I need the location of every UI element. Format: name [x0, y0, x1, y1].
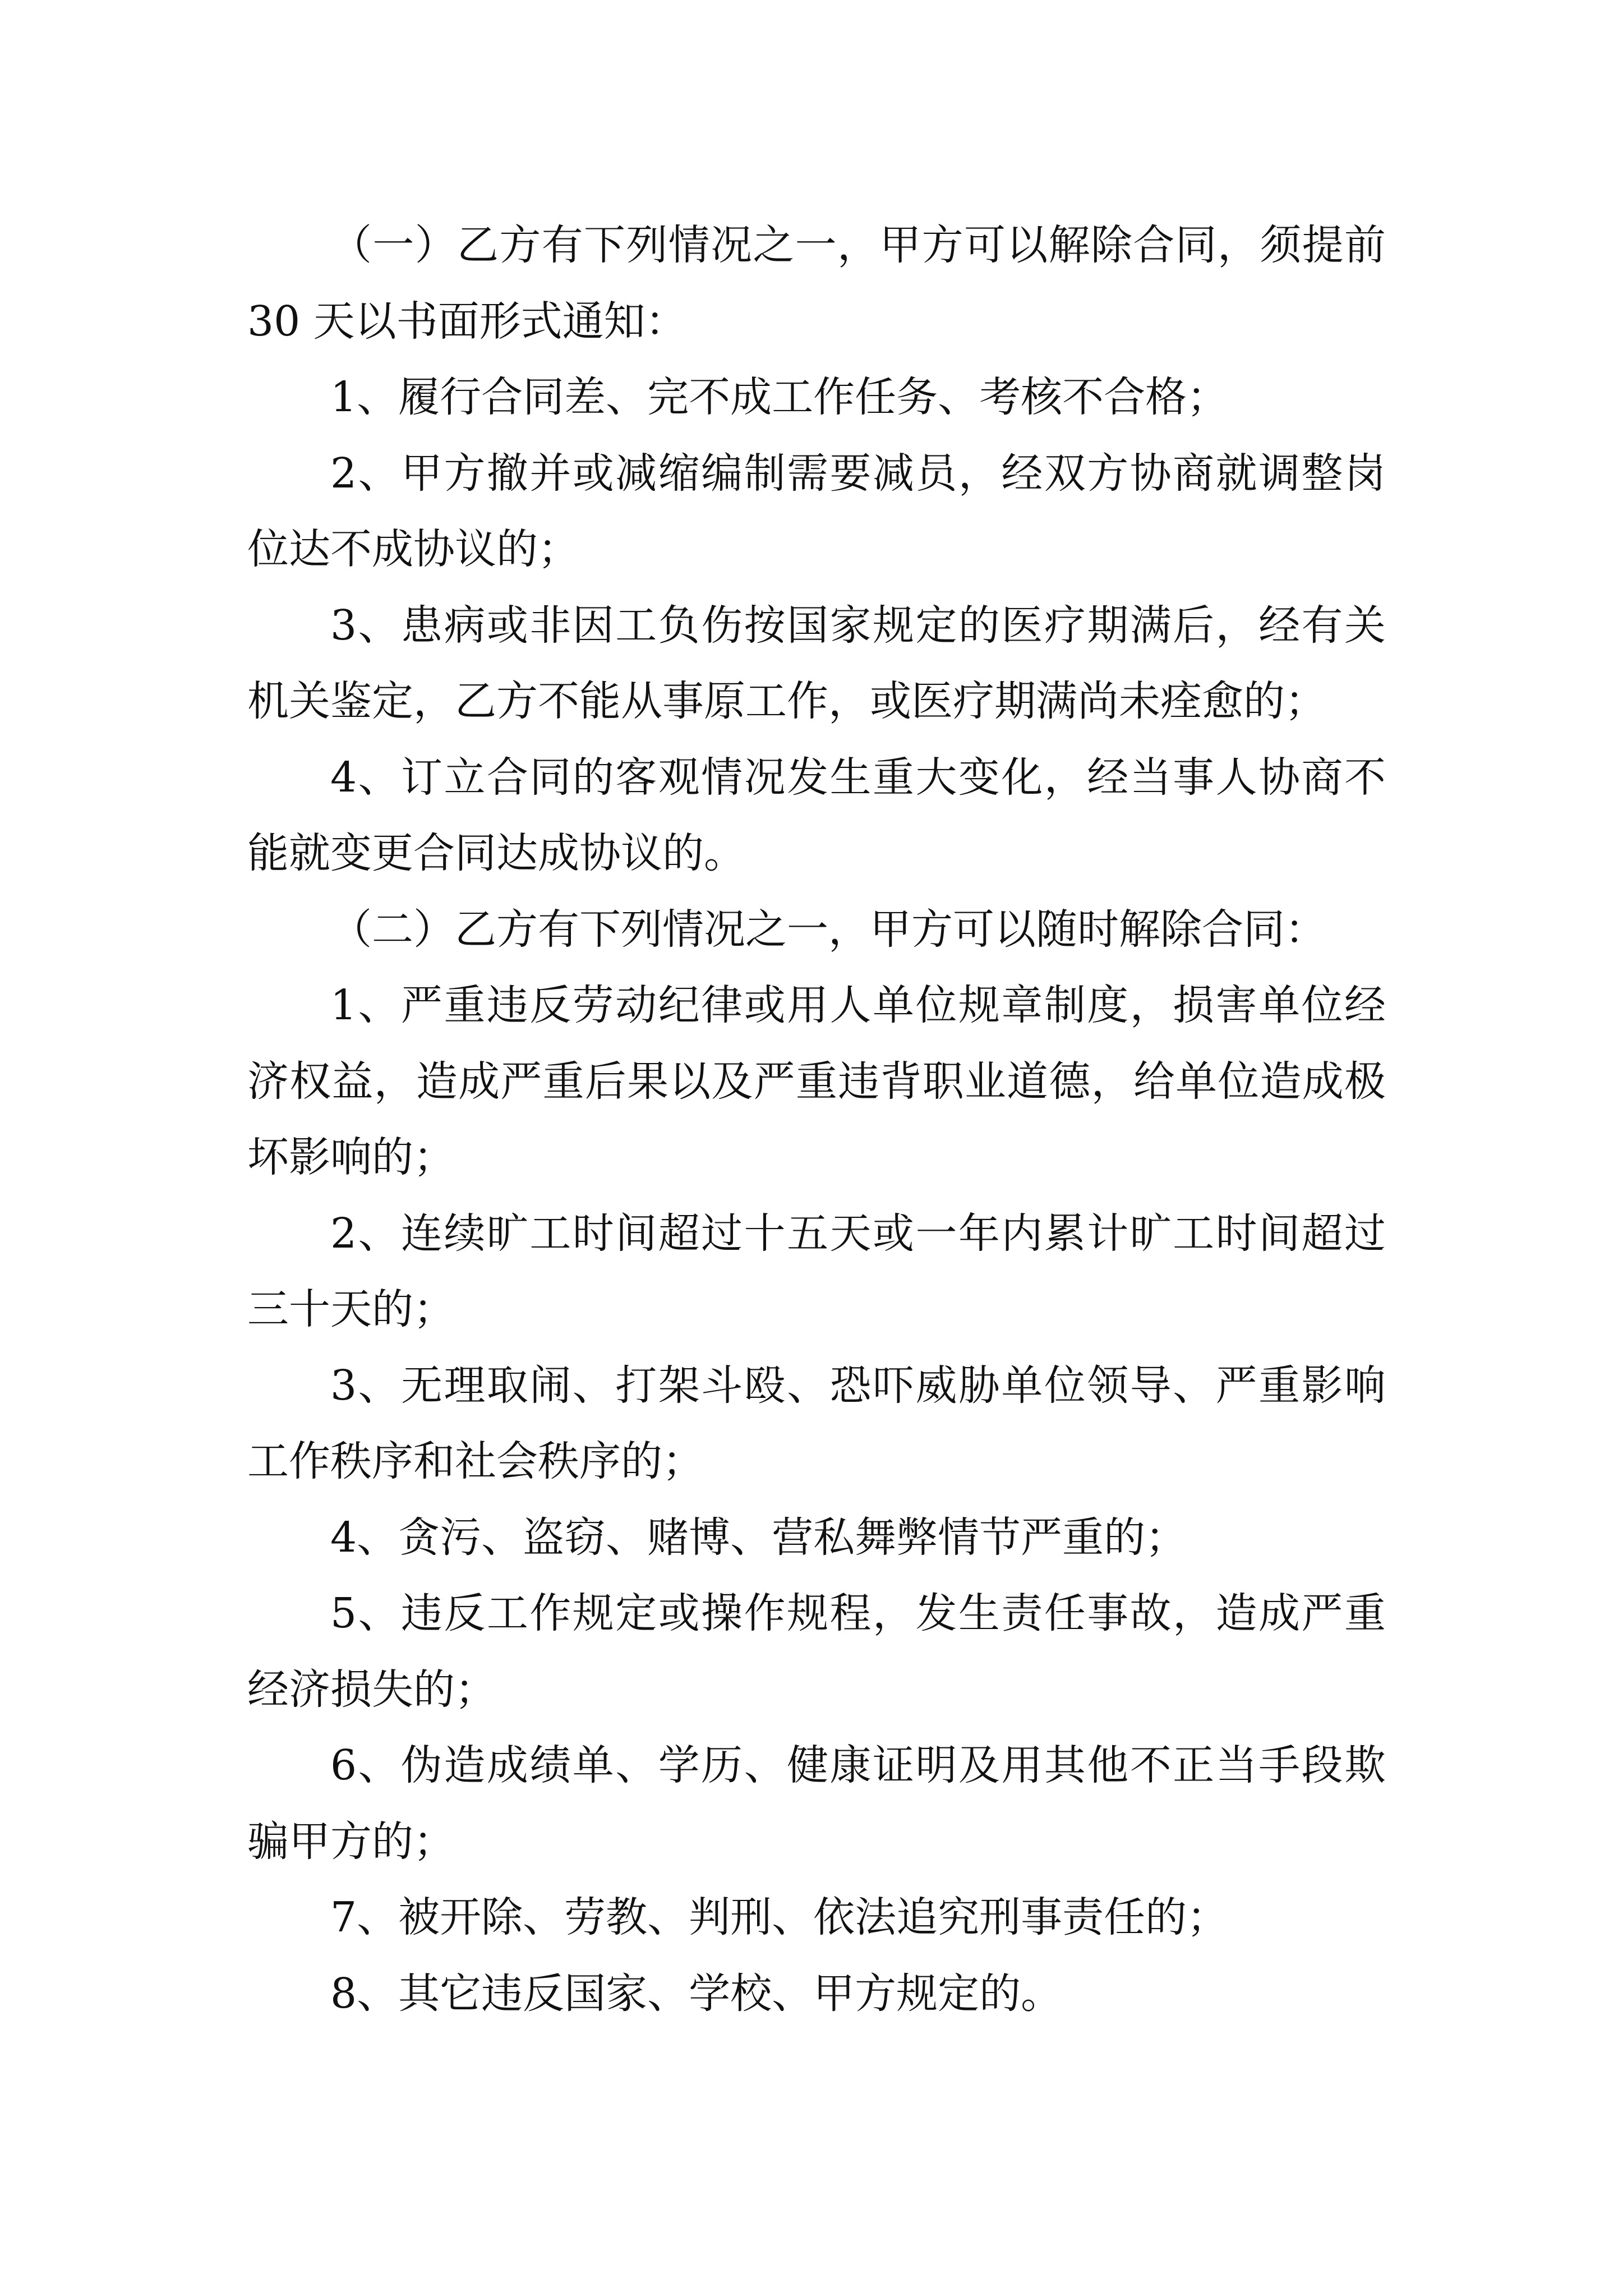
paragraph-item-1-3: 3、患病或非因工负伤按国家规定的医疗期满后，经有关机关鉴定，乙方不能从事原工作，或医疗期满尚未痊愈的；: [247, 601, 1386, 725]
paragraph-item-2-1: 1、严重违反劳动纪律或用人单位规章制度，损害单位经济权益，造成严重后果以及严重违背职业道德，给单位造成极坏影响的；: [247, 981, 1386, 1181]
paragraph-item-1-2: 2、甲方撤并或减缩编制需要减员，经双方协商就调整岗位达不成协议的；: [247, 449, 1386, 573]
paragraph-section-1-heading: （一）乙方有下列情况之一，甲方可以解除合同，须提前 30 天以书面形式通知：: [247, 221, 1386, 346]
paragraph-item-2-7: 7、被开除、劳教、判刑、依法追究刑事责任的；: [330, 1893, 1229, 1941]
paragraph-item-2-8: 8、其它违反国家、学校、甲方规定的。: [330, 1969, 1063, 2018]
document-body: [247, 208, 1386, 2032]
paragraph-item-2-3: 3、无理取闹、打架斗殴、恐吓威胁单位领导、严重影响工作秩序和社会秩序的；: [247, 1361, 1386, 1485]
paragraph-item-2-2: 2、连续旷工时间超过十五天或一年内累计旷工时间超过三十天的；: [247, 1209, 1386, 1333]
paragraph-item-2-5: 5、违反工作规定或操作规程，发生责任事故，造成严重经济损失的；: [247, 1589, 1386, 1714]
paragraph-item-2-4: 4、贪污、盗窃、赌博、营私舞弊情节严重的；: [330, 1513, 1187, 1562]
paragraph-section-2-heading: （二）乙方有下列情况之一，甲方可以随时解除合同：: [330, 905, 1326, 954]
paragraph-item-1-4: 4、订立合同的客观情况发生重大变化，经当事人协商不能就变更合同达成协议的。: [247, 753, 1386, 877]
paragraph-item-1-1: 1、履行合同差、完不成工作任务、考核不合格；: [330, 373, 1229, 421]
paragraph-item-2-6: 6、伪造成绩单、学历、健康证明及用其他不正当手段欺骗甲方的；: [247, 1741, 1386, 1866]
